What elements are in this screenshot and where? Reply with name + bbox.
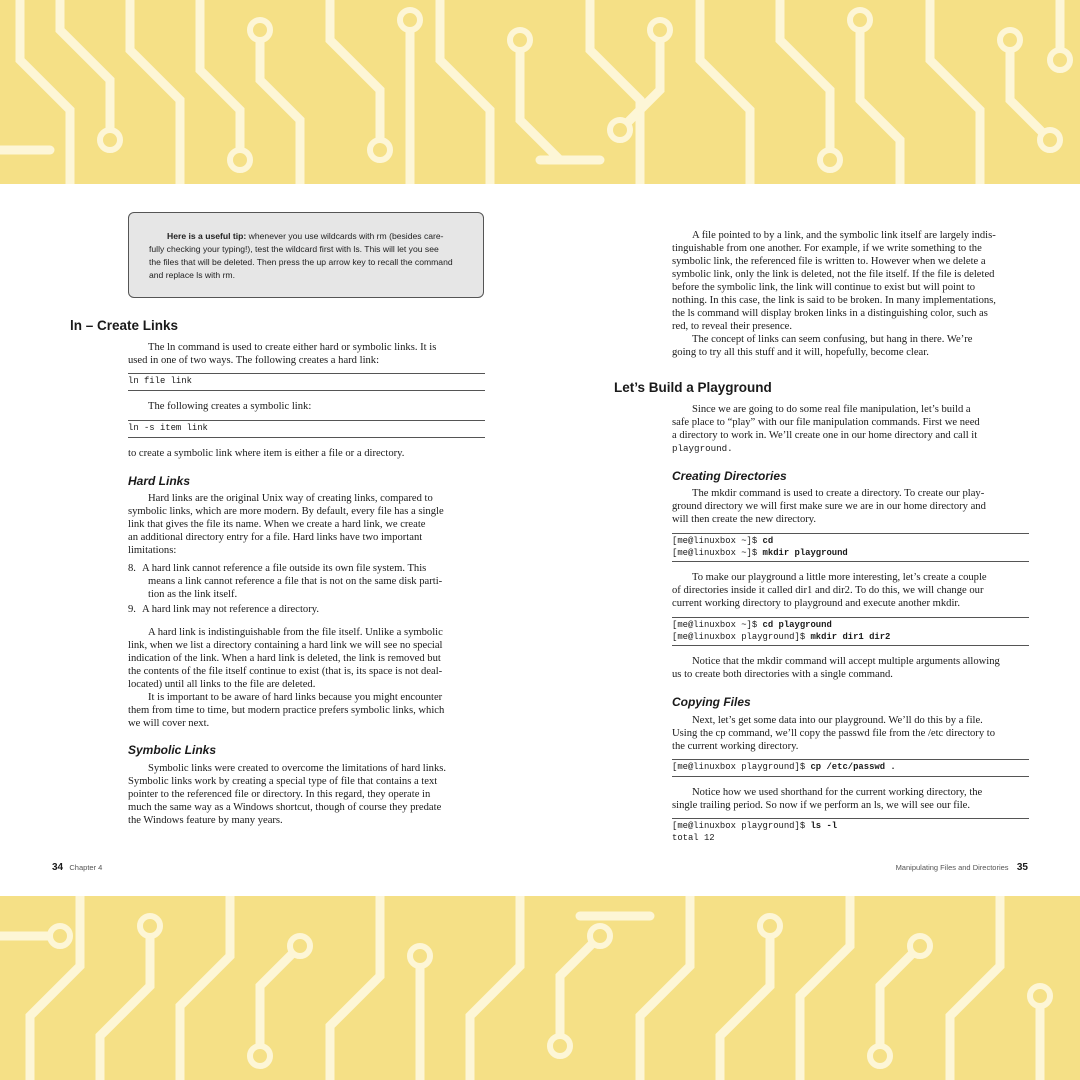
text-line: Notice how we used shorthand for the current working directory, the [692,787,983,798]
text-line: link, when we list a directory containing a hard link we will see no special [128,640,443,651]
text-line: Notice that the mkdir command will accept multiple arguments allowing [692,656,1000,667]
text-line: the ls command will display broken links in a distinguishing color, such as [672,308,988,319]
code-line: ln file link [128,376,192,386]
circuit-band-top [0,0,1080,184]
list-item-9 [128,603,485,616]
tip-line: fully checking your typing!), test the wildcard first with ls. This will let you see [149,244,439,254]
prompt: [me@linuxbox playground]$ [672,631,811,642]
text-line: us to create both directories with a single command. [672,669,893,680]
creating-directories-paragraph [672,487,1029,526]
text-line: limitations: [128,545,177,556]
text-line: tion as the link itself. [148,589,238,600]
code-line [672,821,1029,833]
heading-ln-create-links: ln – Create Links [70,318,179,333]
text-line: pointer to the referenced file or directory. In this regard, they operate in [128,789,431,800]
playground-paragraph [672,403,1029,455]
text-line: red, to reveal their presence. [672,321,792,332]
code-line [672,833,1029,845]
text-line: A hard link cannot reference a file outside its own file system. This [142,563,427,574]
list-number: 8. [128,563,136,574]
text-line: means a link cannot reference a file that is not on the same disk parti- [148,576,443,587]
notice-mkdir-paragraph [672,655,1029,681]
text-line: before the symbolic link, the link will continue to exist but will point to [672,282,976,293]
list-number: 9. [128,604,136,615]
circuit-band-bottom [0,896,1080,1080]
text-line: A file pointed to by a link, and the symbolic link itself are largely indis- [692,230,996,241]
page-number-right: 35 [1016,862,1028,873]
command: mkdir dir1 dir2 [810,631,891,642]
text-line: tinguishable from one another. For example, if we write something to the [672,243,982,254]
tip-box [128,212,484,298]
command: cd playground [762,620,832,630]
prompt: [me@linuxbox playground]$ [672,762,811,772]
running-title: Manipulating Files and Directories [895,863,1009,872]
copying-files-paragraph [672,714,1029,753]
footer-right [896,862,1028,873]
heading-hard-links: Hard Links [128,474,191,488]
code-block-hard-link [128,373,485,391]
symlink-explanation-paragraph [672,229,1029,359]
code-block-symbolic-link [128,420,485,438]
text-line: Symbolic links work by creating a special type of file that contains a text [128,776,438,787]
text-line: The concept of links can seem confusing, but hang in there. We’re [692,334,973,345]
text-line: safe place to “play” with our file manipulation commands. First we need [672,417,980,428]
tip-line: whenever you use wildcards with rm (besides care- [248,231,444,241]
text-line: Symbolic links were created to overcome the limitations of hard links. [148,763,447,774]
command: mkdir playground [762,547,848,558]
footer-left [52,862,102,873]
prompt: [me@linuxbox ~]$ [672,620,763,630]
code-line [672,762,1029,774]
text-line: It is important to be aware of hard links because you might encounter [148,692,443,703]
ln-intro-paragraph [128,341,485,367]
heading-symbolic-links: Symbolic Links [128,743,217,757]
text-line: symbolic links, which are more modern. By default, every file has a single [128,506,444,517]
text-line: a directory to work in. We’ll create one in our home directory and call it [672,430,978,441]
code-line [672,548,1029,560]
code-block-cp [672,759,1029,777]
page-number-left: 34 [52,862,64,873]
tip-line: and replace ls with rm. [149,270,235,280]
chapter-label: Chapter 4 [69,863,103,872]
shorthand-paragraph [672,786,1029,812]
text-line: nothing. In this case, the link is said to be broken. In many implementations, [672,295,996,306]
code-block-mkdir-dirs [672,617,1029,646]
text-line: A hard link is indistinguishable from the file itself. Unlike a symbolic [148,627,443,638]
text-line: them from time to time, but modern practice prefers symbolic links, which [128,705,445,716]
list-item-8 [128,562,485,601]
text-line: current working directory to playground and execute another mkdir. [672,598,960,609]
code-line [672,620,1029,632]
text-line: an additional directory entry for a file. Hard links have two important [128,532,423,543]
text-line: we will cover next. [128,718,210,729]
text-line: the Windows feature by many years. [128,815,283,826]
code-line [672,536,1029,548]
text-line: The ln command is used to create either hard or symbolic links. It is [148,342,437,353]
text-line: A hard link may not reference a directory. [142,604,319,615]
more-interesting-paragraph [672,571,1029,610]
text-line: indication of the link. When a hard link is deleted, the link is removed but [128,653,441,664]
command: ls -l [810,821,838,831]
text-line: Since we are going to do some real file manipulation, let’s build a [692,404,971,415]
text-line: To make our playground a little more interesting, let’s create a couple [692,572,987,583]
text-line: ground directory we will first make sure we are in our home directory and [672,501,986,512]
prompt: [me@linuxbox ~]$ [672,536,763,546]
text-line: located) until all links to the file are deleted. [128,679,316,690]
code-line: ln -s item link [128,423,208,433]
prompt: [me@linuxbox playground]$ [672,821,811,831]
text-line: of directories inside it called dir1 and dir2. To do this, we will change our [672,585,984,596]
text-line: The following creates a symbolic link: [148,401,312,412]
text-line: symbolic link, only the link is deleted, not the file itself. If the file is deleted [672,269,995,280]
after-code-text [128,447,485,460]
text-line: playground. [672,443,733,454]
prompt: [me@linuxbox ~]$ [672,547,763,558]
text-line: the current working directory. [672,741,799,752]
circuit-pattern-top [0,0,1080,184]
tip-line: the files that will be deleted. Then press the up arrow key to recall the command [149,257,453,267]
text-line: single trailing period. So now if we perform an ls, we will see our file. [672,800,971,811]
text-line: the contents of the file itself continue to exist (that is, its space is not deal- [128,666,443,677]
text-line: Using the cp command, we’ll copy the passwd file from the /etc directory to [672,728,996,739]
tip-lead: Here is a useful tip: [167,231,247,241]
hard-links-paragraph [128,492,485,557]
code-line [672,632,1029,644]
text-line: Next, let’s get some data into our playground. We’ll do this by a file. [692,715,983,726]
text-line: will then create the new directory. [672,514,817,525]
code-block-ls [672,818,1029,846]
command: cp /etc/passwd . [810,762,896,772]
text-line: used in one of two ways. The following creates a hard link: [128,355,380,366]
heading-copying-files: Copying Files [672,695,751,709]
text-line: much the same way as a Windows shortcut, though of course they predate [128,802,442,813]
text-line: link that gives the file its name. When we create a hard link, we create [128,519,426,530]
heading-creating-directories: Creating Directories [672,469,787,483]
text-line: going to try all this stuff and it will, hopefully, become clear. [672,347,929,358]
command: cd [762,536,774,546]
circuit-pattern-bottom [0,896,1080,1080]
hard-links-paragraph-2 [128,626,485,730]
symlink-intro [128,400,485,413]
output: total 12 [672,832,715,843]
text-line: The mkdir command is used to create a directory. To create our play- [692,488,985,499]
text-line: Hard links are the original Unix way of creating links, compared to [148,493,433,504]
text-line: symbolic link, the referenced file is written to. However when we delete a [672,256,986,267]
text-line: to create a symbolic link where item is either a file or a directory. [128,448,405,459]
heading-build-playground: Let’s Build a Playground [614,380,772,395]
code-block-mkdir [672,533,1029,562]
symbolic-links-paragraph [128,762,485,827]
